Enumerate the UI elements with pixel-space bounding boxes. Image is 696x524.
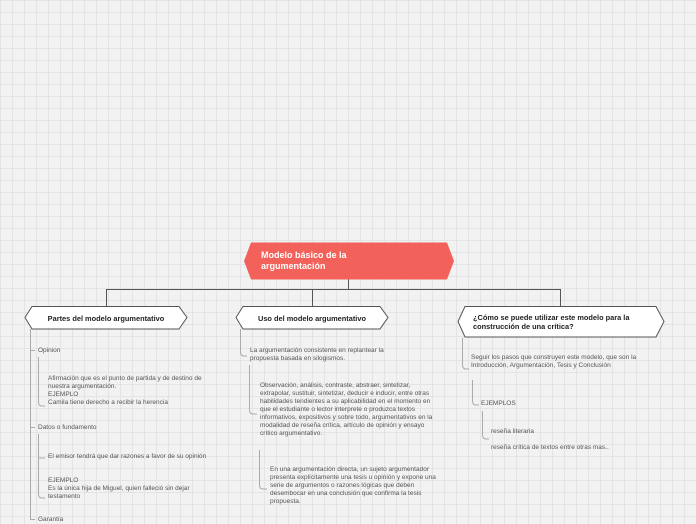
subtopic-ejemplos[interactable]: EJEMPLOS — [481, 400, 516, 407]
subtopic-opinion[interactable]: Opinion — [38, 347, 61, 354]
topic-uso[interactable] — [235, 306, 389, 330]
datos-detail-2[interactable]: EJEMPLO Es la única hija de Miguel, quien falleció sin dejar testamento — [48, 477, 190, 500]
central-topic[interactable] — [245, 242, 453, 279]
topic-como-label: ¿Cómo se puede utilizar este modelo para la construcción de una crítica? — [473, 313, 630, 331]
topic-partes-label: Partes del modelo argumentativo — [47, 313, 165, 323]
topic-como[interactable] — [473, 306, 653, 338]
topic-partes[interactable] — [24, 306, 188, 330]
topic-uso-label: Uso del modelo argumentativo — [257, 313, 366, 323]
uso-detail-3[interactable]: En una argumentación directa, un sujeto argumentador presenta explícitamente una tesis u opinión y expone una serie de argumentos o razones lógicas que deben desembocar en una conclusión que confirma la tesis propuesta. — [270, 466, 436, 505]
ejemplo-resena-critica[interactable]: reseña crítica de textos entre otras mas.. — [491, 444, 609, 451]
como-detail-1[interactable]: Seguir los pasos que construyen este modelo, que son la Introducción, Argumentación, Tesis y Conclusión — [471, 354, 637, 369]
subtopic-garantia[interactable]: Garantía — [38, 516, 64, 523]
central-topic-title: Modelo básico de la argumentación — [261, 249, 347, 271]
datos-detail-1[interactable]: El emisor tendrá que dar razones a favor de su opinión — [48, 453, 207, 460]
uso-detail-1[interactable]: La argumentación consistente en replantear la propuesta basada en silogismos. — [250, 347, 384, 362]
uso-detail-2[interactable]: Observación, análisis, contraste, abstraer, sintetizar, extrapolar, sustituir, sintetizar, deducir e inducir, entre otras habilidades tendientes a su aplicabilidad en el momento en que el estudiante o lector interprete o produzca textos informativos, expositivos y sobre todo, argumentativos en la modalidad de reseña crítica, artículo de opinión y ensayo crítico argumentativo. — [260, 382, 433, 437]
subtopic-datos[interactable]: Datos o fundamento — [38, 424, 97, 431]
ejemplo-resena-literaria[interactable]: reseña literaria — [491, 428, 534, 435]
opinion-detail[interactable]: Afirmación que es el punto de partida y de destino de nuestra argumentación. EJEMPLO Camila tiene derecho a recibir la herencia — [48, 375, 202, 406]
